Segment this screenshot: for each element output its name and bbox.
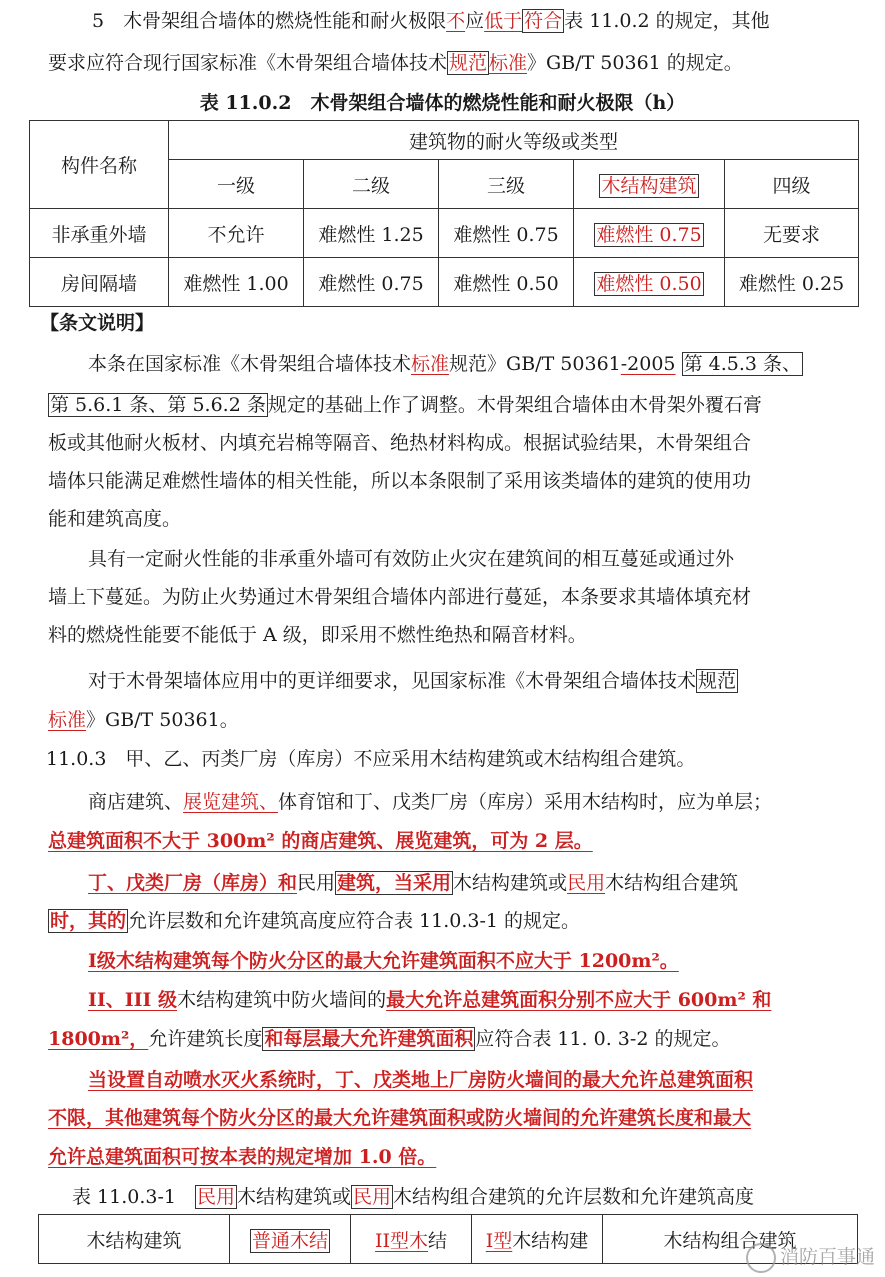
explain-p3-line1: 对于木骨架墙体应用中的更详细要求，见国家标准《木骨架组合墙体技术 规范 xyxy=(88,670,737,692)
explain-p1-line2: 第 5.6.1 条、第 5.6.2 条 规定的基础上作了调整。木骨架组合墙体由木骨架外覆石膏 xyxy=(50,394,762,416)
header-cell: II型木结 xyxy=(351,1215,472,1264)
table-cell: 不允许 xyxy=(169,209,304,258)
row-name: 非承重外墙 xyxy=(30,209,169,258)
clause-line8: 1800m²，允许建筑长度 和每层最大允许建筑面积 应符合表 11. 0. 3-2 的规定。 xyxy=(48,1028,731,1050)
clause-line2: 商店建筑、展览建筑、体育馆和丁、戊类厂房（库房）采用木结构时，应为单层； xyxy=(88,791,773,813)
fire-resistance-table xyxy=(29,120,859,307)
group-header: 建筑物的耐火等级或类型 xyxy=(169,121,859,160)
explain-p1-line5: 能和建筑高度。 xyxy=(48,508,182,530)
para5-text: 5 木骨架组合墙体的燃烧性能和耐火极限 xyxy=(92,10,447,32)
para5-text: 》GB/T 50361 的规定。 xyxy=(527,52,743,74)
level-header-wood: 木结构建筑 xyxy=(574,160,725,209)
revision-text: 不 xyxy=(446,10,466,32)
table-cell: 难燃性 1.00 xyxy=(169,258,304,307)
table-cell: 难燃性 0.75 xyxy=(439,209,574,258)
explain-p1-line4: 墙体只能满足难燃性墙体的相关性能，所以本条限制了采用该类墙体的建筑的使用功 xyxy=(48,470,752,492)
row-name: 房间隔墙 xyxy=(30,258,169,307)
table-caption: 表 11.0.2 木骨架组合墙体的燃烧性能和耐火极限（h） xyxy=(199,92,686,114)
level-header: 一级 xyxy=(169,160,304,209)
level-header: 四级 xyxy=(725,160,859,209)
clause-line3: 总建筑面积不大于 300m² 的商店建筑、展览建筑，可为 2 层。 xyxy=(48,830,593,852)
table-row xyxy=(30,258,859,307)
level-header: 二级 xyxy=(304,160,439,209)
table-row xyxy=(30,209,859,258)
table-cell: 难燃性 0.50 xyxy=(439,258,574,307)
explain-p1-line3: 板或其他耐火板材、内填充岩棉等隔音、绝热材料构成。根据试验结果，木骨架组合 xyxy=(48,432,752,454)
table-cell-wood: 难燃性 0.75 xyxy=(574,209,725,258)
level-header: 三级 xyxy=(439,160,574,209)
header-cell: I型木结构建 xyxy=(472,1215,603,1264)
header-cell: 木结构建筑 xyxy=(39,1215,230,1264)
explain-heading: 【条文说明】 xyxy=(40,312,155,334)
explain-p2-line3: 料的燃烧性能要不能低于 A 级，即采用不燃性绝热和隔音材料。 xyxy=(48,624,587,646)
header-cell: 普通木结 xyxy=(230,1215,351,1264)
clause-line1: 11.0.3 甲、乙、丙类厂房（库房）不应采用木结构建筑或木结构组合建筑。 xyxy=(46,748,696,770)
revision-box: 规范 xyxy=(449,52,488,74)
clause-line10: 不限，其他建筑每个防火分区的最大允许建筑面积或防火墙间的允许建筑长度和最大 xyxy=(48,1107,752,1129)
header-cell: 木结构组合建筑 xyxy=(603,1215,858,1264)
clause-line9: 当设置自动喷水灭火系统时，丁、戊类地上厂房防火墙间的最大允许总建筑面积 xyxy=(88,1069,754,1091)
explain-p1-line1: 本条在国家标准《木骨架组合墙体技术标准规范》GB/T 50361-2005 第 4.5.3 条、 xyxy=(88,353,802,375)
table2-caption: 表 11.0.3-1 民用 木结构建筑或 民用 木结构组合建筑的允许层数和允许建筑高度 xyxy=(72,1186,755,1208)
para5-text: 表 11.0.2 的规定，其他 xyxy=(564,10,770,32)
para5-text: 要求应符合现行国家标准《木骨架组合墙体技术 xyxy=(48,52,448,74)
revision-box: 符合 xyxy=(524,10,563,32)
clause-line7: II、III 级木结构建筑中防火墙间的最大允许总建筑面积分别不应大于 600m² 和 xyxy=(88,989,772,1011)
explain-p2-line2: 墙上下蔓延。为防止火势通过木骨架组合墙体内部进行蔓延，本条要求其墙体填充材 xyxy=(48,586,752,608)
para5-text: 应 xyxy=(465,10,485,32)
clause-line11: 允许总建筑面积可按本表的规定增加 1.0 倍。 xyxy=(48,1146,437,1168)
col-header: 构件名称 xyxy=(30,121,169,209)
table-cell-wood: 难燃性 0.50 xyxy=(574,258,725,307)
table-cell: 难燃性 1.25 xyxy=(304,209,439,258)
wechat-logo-icon xyxy=(746,1243,776,1273)
para5-line2 xyxy=(48,46,855,80)
para5-line1 xyxy=(92,4,855,38)
explain-p2-line1: 具有一定耐火性能的非承重外墙可有效防止火灾在建筑间的相互蔓延或通过外 xyxy=(88,548,735,570)
clause-line4: 丁、戊类厂房（库房）和民用 建筑，当采用 木结构建筑或民用木结构组合建筑 xyxy=(88,872,739,894)
clause-line5: 时，其的 允许层数和允许建筑高度应符合表 11.0.3-1 的规定。 xyxy=(50,910,581,932)
allowed-floors-table xyxy=(38,1214,858,1264)
table-cell: 难燃性 0.25 xyxy=(725,258,859,307)
table-cell: 难燃性 0.75 xyxy=(304,258,439,307)
revision-text: 低于 xyxy=(484,10,523,32)
clause-line6: I级木结构建筑每个防火分区的最大允许建筑面积不应大于 1200m²。 xyxy=(88,950,679,972)
watermark: 消防百事通 xyxy=(746,1242,875,1273)
revision-text: 标准 xyxy=(489,52,528,74)
explain-p3-line2: 标准》GB/T 50361。 xyxy=(48,709,239,731)
table-cell: 无要求 xyxy=(725,209,859,258)
